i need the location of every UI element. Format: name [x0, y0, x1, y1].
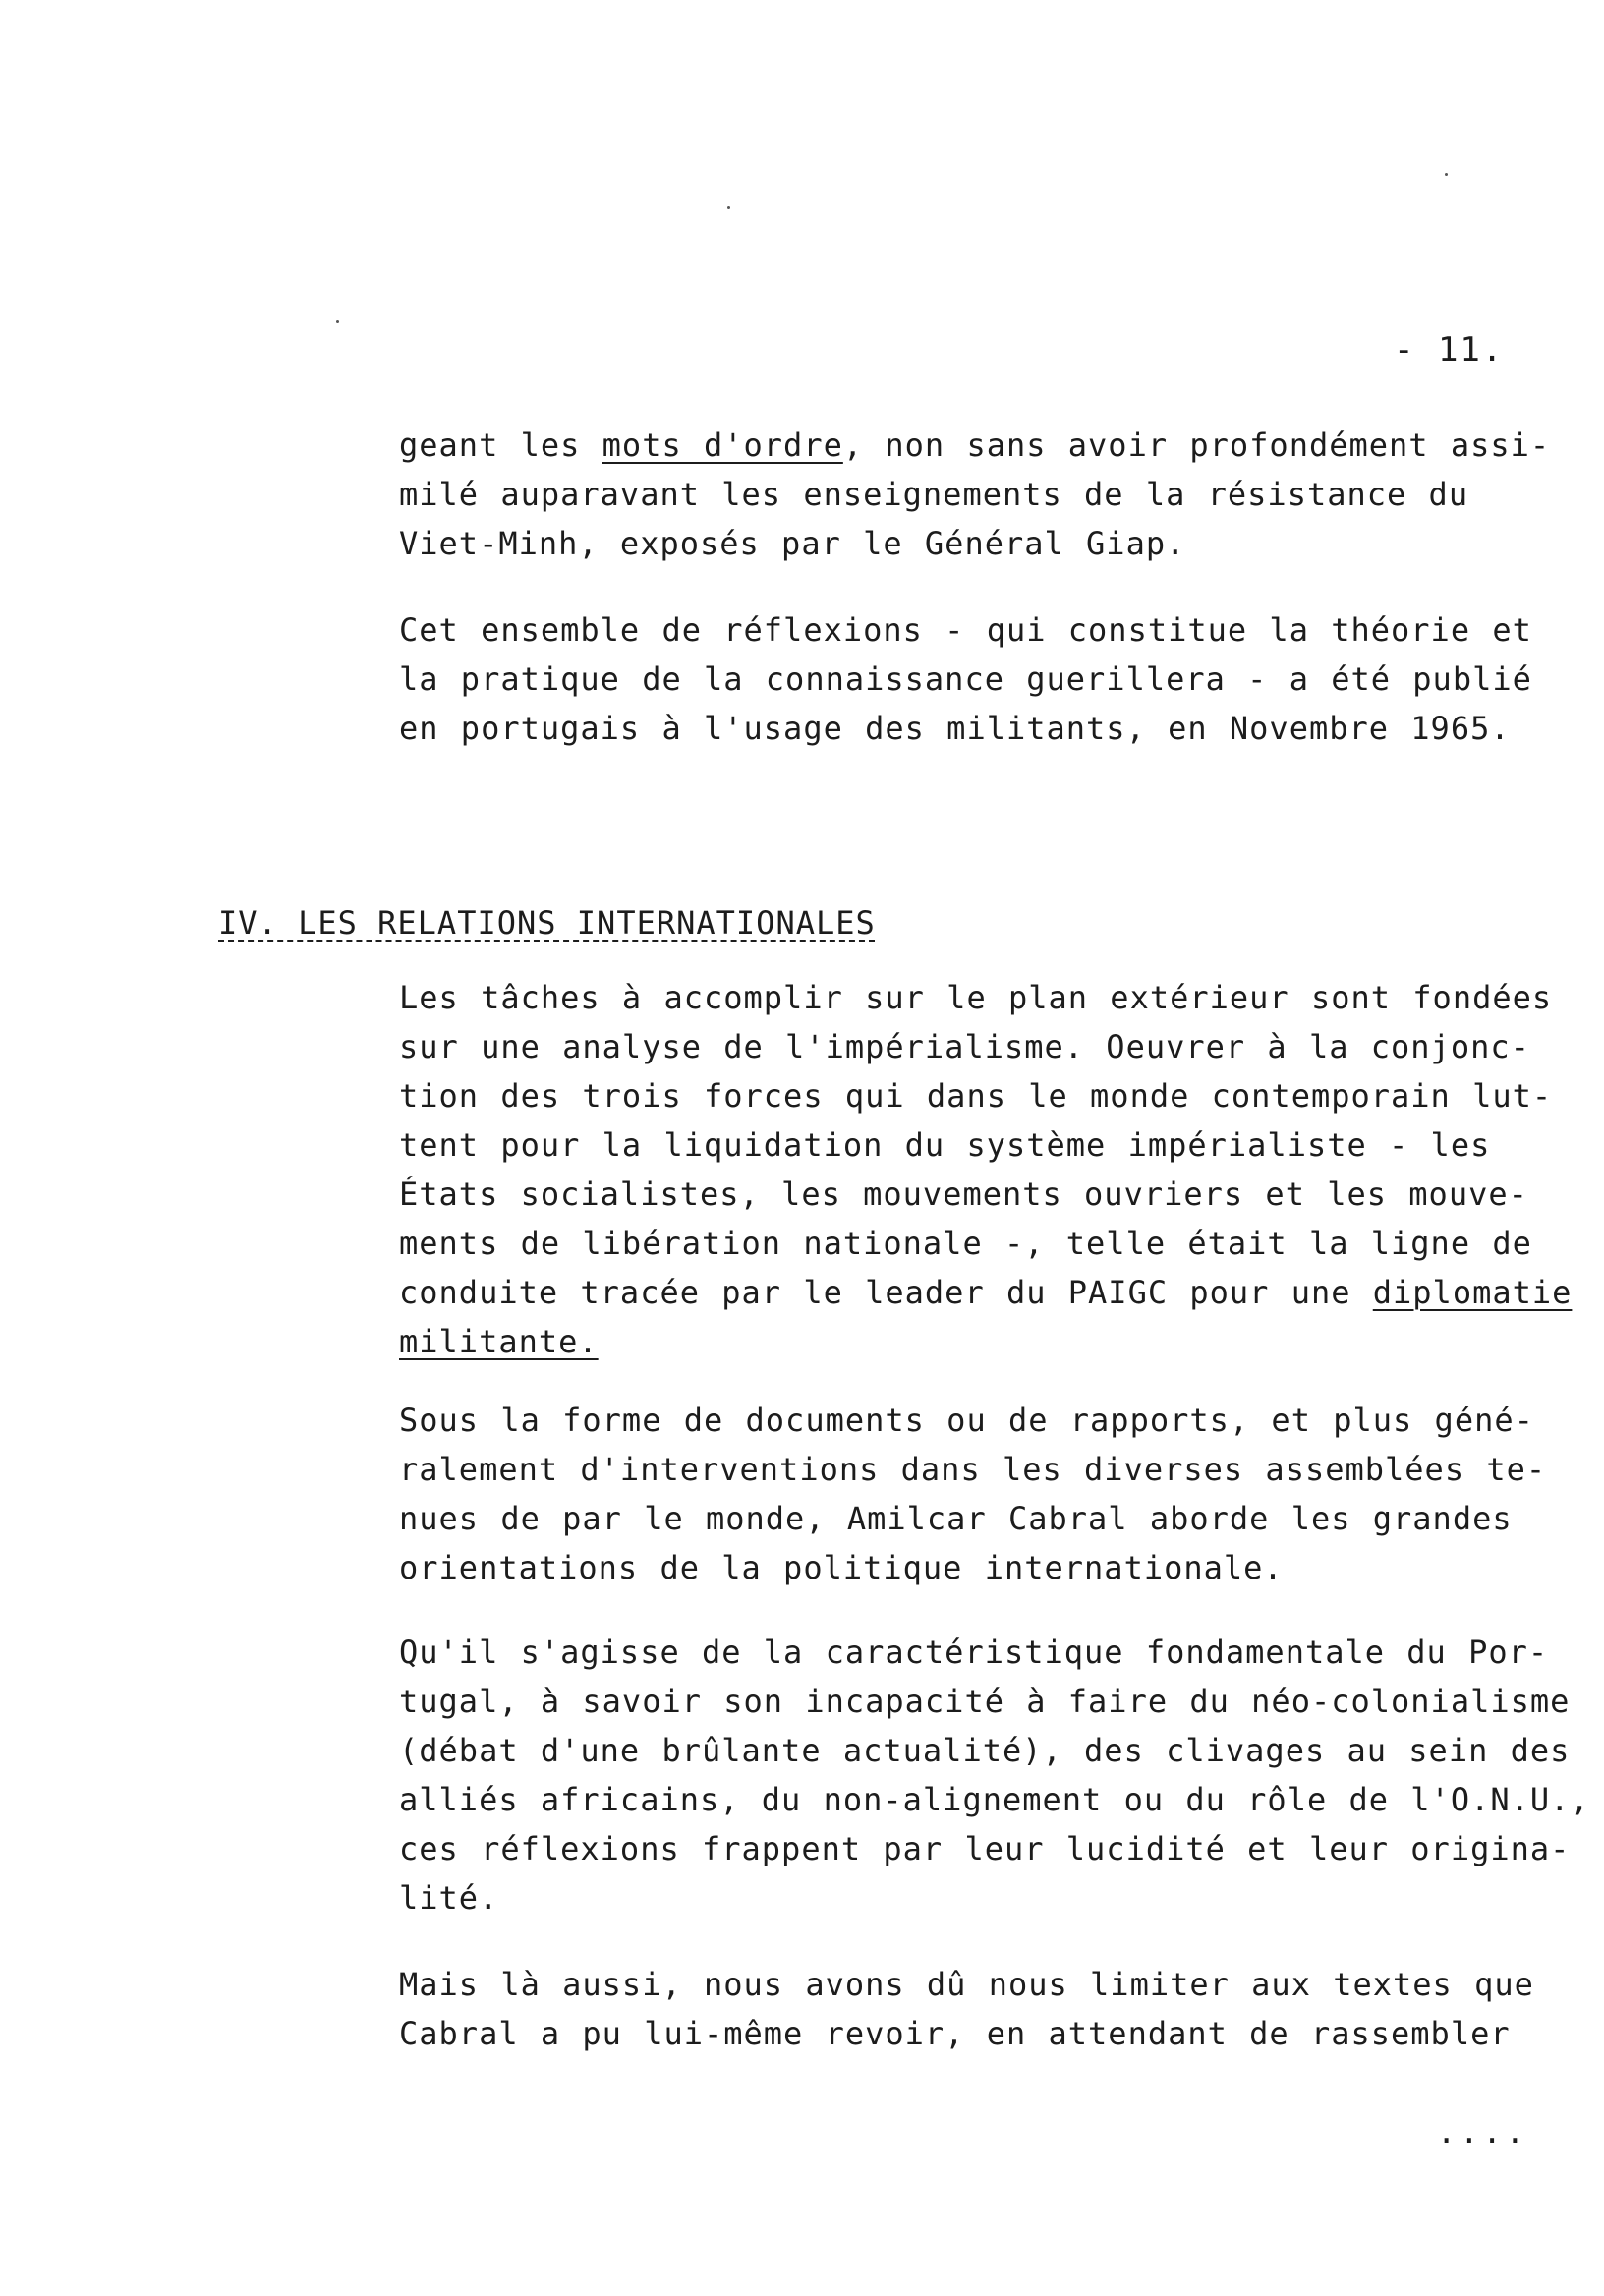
paragraph-3-line: Les tâches à accomplir sur le plan extérieur sont fondées: [399, 979, 1553, 1016]
paragraph-5-line: Qu'il s'agisse de la caractéristique fondamentale du Por-: [399, 1634, 1549, 1671]
paragraph-3-line: États socialistes, les mouvements ouvriers et les mouve-: [399, 1176, 1528, 1213]
paragraph-5-line: tugal, à savoir son incapacité à faire du néo-colonialisme: [399, 1683, 1571, 1720]
paragraph-5: [399, 1628, 1590, 1923]
paragraph-1-line: milé auparavant les enseignements de la résistance du: [399, 476, 1469, 513]
scan-speck: [727, 206, 730, 209]
underlined-phrase: militante.: [399, 1323, 599, 1360]
paragraph-4-line: nues de par le monde, Amilcar Cabral aborde les grandes: [399, 1500, 1513, 1537]
paragraph-4-line: Sous la forme de documents ou de rapports, et plus géné-: [399, 1402, 1534, 1439]
paragraph-5-line: (débat d'une brûlante actualité), des clivages au sein des: [399, 1732, 1571, 1769]
paragraph-5-line: ces réflexions frappent par leur lucidité et leur origina-: [399, 1830, 1571, 1867]
paragraph-1: [399, 421, 1550, 568]
paragraph-5-line: alliés africains, du non-alignement ou du rôle de l'O.N.U.,: [399, 1781, 1590, 1818]
continuation-mark: ....: [1437, 2113, 1529, 2151]
paragraph-2-line: Cet ensemble de réflexions - qui constitue la théorie et: [399, 611, 1532, 649]
scan-speck: [1445, 173, 1448, 176]
paragraph-3-line: ments de libération nationale -, telle était la ligne de: [399, 1225, 1532, 1262]
underlined-phrase: diplomatie: [1372, 1274, 1573, 1311]
paragraph-1-line: Viet-Minh, exposés par le Général Giap.: [399, 525, 1186, 562]
paragraph-4-line: orientations de la politique internationale.: [399, 1549, 1284, 1586]
paragraph-4: [399, 1396, 1546, 1592]
underlined-phrase: mots d'ordre: [602, 427, 843, 464]
section-heading: IV. LES RELATIONS INTERNATIONALES: [218, 904, 876, 942]
paragraph-2-line: en portugais à l'usage des militants, en Novembre 1965.: [399, 710, 1511, 747]
paragraph-3-line: tion des trois forces qui dans le monde contemporain lut-: [399, 1077, 1553, 1115]
paragraph-6-line: Mais là aussi, nous avons dû nous limiter aux textes que: [399, 1966, 1534, 2003]
paragraph-6: [399, 1960, 1534, 2058]
paragraph-3-line: tent pour la liquidation du système impérialiste - les: [399, 1126, 1491, 1164]
paragraph-3: [399, 973, 1572, 1366]
paragraph-5-line: lité.: [399, 1879, 499, 1917]
paragraph-3-line: [399, 1317, 1572, 1366]
scan-speck: [336, 320, 339, 323]
paragraph-2-line: la pratique de la connaissance guerillera - a été publié: [399, 660, 1532, 698]
paragraph-3-line: conduite tracée par le leader du PAIGC pour une diplomatie: [399, 1274, 1573, 1311]
page-number: - 11.: [1394, 330, 1505, 370]
paragraph-2: [399, 605, 1532, 753]
paragraph-4-line: ralement d'interventions dans les diverses assemblées te-: [399, 1451, 1547, 1488]
paragraph-6-line: Cabral a pu lui-même revoir, en attendant de rassembler: [399, 2015, 1511, 2052]
paragraph-1-line: geant les mots d'ordre, non sans avoir profondément assi-: [399, 427, 1551, 464]
paragraph-3-line: sur une analyse de l'impérialisme. Oeuvrer à la conjonc-: [399, 1028, 1530, 1065]
